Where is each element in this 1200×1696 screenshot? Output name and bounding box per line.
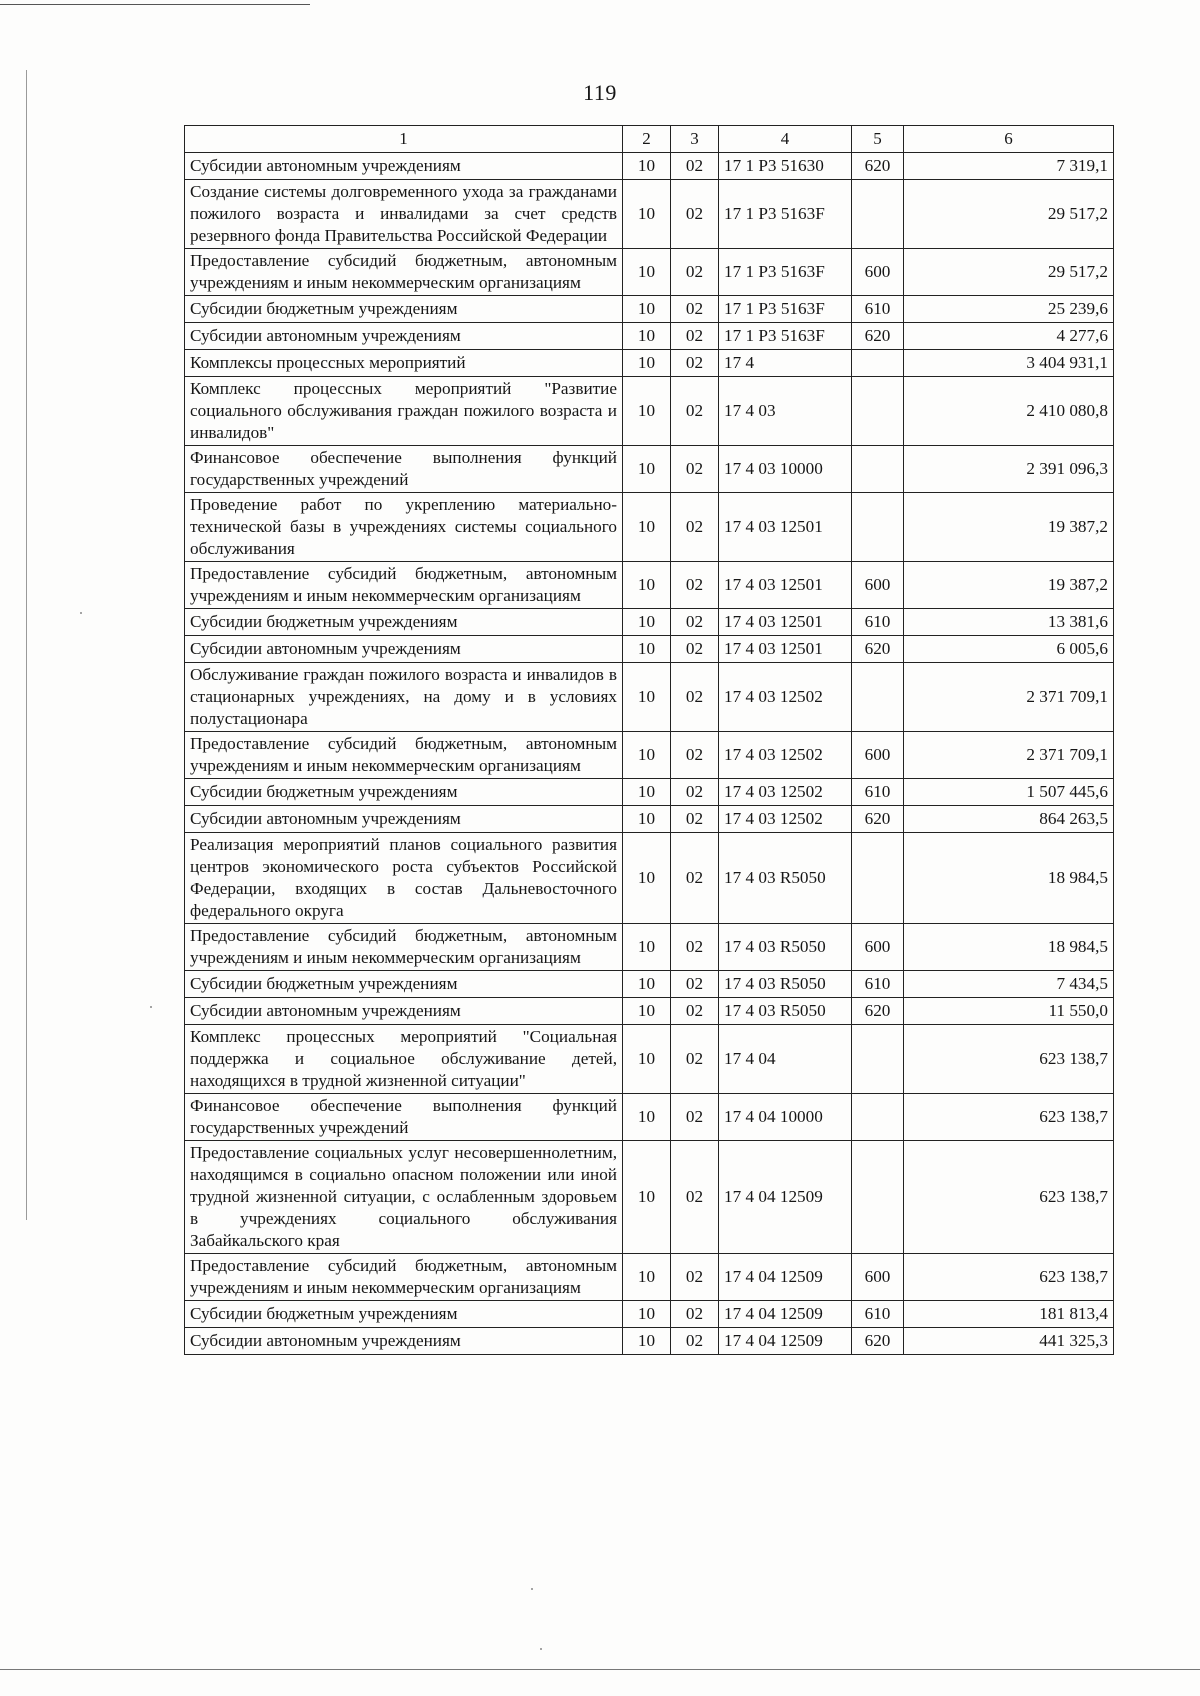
budget-table-body [185, 126, 1114, 1355]
target-article-code: 17 4 03 12501 [719, 636, 852, 663]
table-row [185, 636, 1114, 663]
subsection-code: 02 [671, 562, 719, 609]
amount: 864 263,5 [904, 806, 1114, 833]
subsection-code: 02 [671, 636, 719, 663]
table-row [185, 779, 1114, 806]
table-row [185, 732, 1114, 779]
table-row [185, 663, 1114, 732]
amount: 2 371 709,1 [904, 732, 1114, 779]
section-code: 10 [623, 779, 671, 806]
amount: 623 138,7 [904, 1141, 1114, 1254]
section-code: 10 [623, 732, 671, 779]
table-row [185, 493, 1114, 562]
expense-type-code [852, 1141, 904, 1254]
table-row [185, 350, 1114, 377]
amount: 2 371 709,1 [904, 663, 1114, 732]
table-row [185, 806, 1114, 833]
amount: 25 239,6 [904, 296, 1114, 323]
target-article-code: 17 1 Р3 5163F [719, 323, 852, 350]
table-row [185, 833, 1114, 924]
target-article-code: 17 4 03 10000 [719, 446, 852, 493]
expense-type-code [852, 446, 904, 493]
target-article-code: 17 4 03 R5050 [719, 833, 852, 924]
subsection-code: 02 [671, 1025, 719, 1094]
amount: 7 434,5 [904, 971, 1114, 998]
target-article-code: 17 4 04 12509 [719, 1328, 852, 1355]
amount: 1 507 445,6 [904, 779, 1114, 806]
subsection-code: 02 [671, 1254, 719, 1301]
item-name: Субсидии автономным учреждениям [185, 998, 623, 1025]
section-code: 10 [623, 562, 671, 609]
expense-type-code: 610 [852, 971, 904, 998]
scan-speck [540, 1648, 542, 1650]
item-name: Предоставление субсидий бюджетным, автономным учреждениям и иным некоммерческим организациям [185, 249, 623, 296]
section-code: 10 [623, 1301, 671, 1328]
item-name: Субсидии бюджетным учреждениям [185, 609, 623, 636]
amount: 2 410 080,8 [904, 377, 1114, 446]
target-article-code: 17 4 03 12501 [719, 609, 852, 636]
table-row [185, 180, 1114, 249]
table-row [185, 1141, 1114, 1254]
item-name: Субсидии бюджетным учреждениям [185, 971, 623, 998]
table-row [185, 971, 1114, 998]
table-row [185, 924, 1114, 971]
item-name: Предоставление субсидий бюджетным, автономным учреждениям и иным некоммерческим организациям [185, 562, 623, 609]
target-article-code: 17 1 Р3 5163F [719, 296, 852, 323]
amount: 623 138,7 [904, 1094, 1114, 1141]
subsection-code: 02 [671, 732, 719, 779]
item-name: Предоставление субсидий бюджетным, автономным учреждениям и иным некоммерческим организациям [185, 1254, 623, 1301]
target-article-code: 17 4 [719, 350, 852, 377]
expense-type-code: 610 [852, 296, 904, 323]
amount: 2 391 096,3 [904, 446, 1114, 493]
subsection-code: 02 [671, 779, 719, 806]
section-code: 10 [623, 609, 671, 636]
table-row [185, 296, 1114, 323]
amount: 19 387,2 [904, 493, 1114, 562]
item-name: Предоставление социальных услуг несовершеннолетним, находящимся в социально опасном положении или иной трудной жизненной ситуации, с ослабленным здоровьем в учреждениях социального обслуживания Забайкальского края [185, 1141, 623, 1254]
item-name: Субсидии бюджетным учреждениям [185, 1301, 623, 1328]
table-row [185, 1025, 1114, 1094]
section-code: 10 [623, 1094, 671, 1141]
expense-type-code: 600 [852, 249, 904, 296]
scan-edge-bottom [0, 1669, 1200, 1670]
item-name: Обслуживание граждан пожилого возраста и инвалидов в стационарных учреждениях, на дому и в условиях полустационара [185, 663, 623, 732]
section-code: 10 [623, 663, 671, 732]
column-number: 3 [671, 126, 719, 153]
subsection-code: 02 [671, 1094, 719, 1141]
item-name: Комплексы процессных мероприятий [185, 350, 623, 377]
item-name: Субсидии автономным учреждениям [185, 636, 623, 663]
expense-type-code: 620 [852, 153, 904, 180]
section-code: 10 [623, 180, 671, 249]
subsection-code: 02 [671, 998, 719, 1025]
table-row [185, 377, 1114, 446]
subsection-code: 02 [671, 446, 719, 493]
target-article-code: 17 4 03 12502 [719, 806, 852, 833]
expense-type-code: 610 [852, 779, 904, 806]
expense-type-code: 600 [852, 1254, 904, 1301]
section-code: 10 [623, 350, 671, 377]
table-row [185, 249, 1114, 296]
section-code: 10 [623, 249, 671, 296]
item-name: Комплекс процессных мероприятий "Развитие социального обслуживания граждан пожилого возраста и инвалидов" [185, 377, 623, 446]
subsection-code: 02 [671, 971, 719, 998]
expense-type-code [852, 350, 904, 377]
expense-type-code [852, 180, 904, 249]
expense-type-code: 600 [852, 924, 904, 971]
column-number: 6 [904, 126, 1114, 153]
section-code: 10 [623, 971, 671, 998]
amount: 18 984,5 [904, 833, 1114, 924]
item-name: Реализация мероприятий планов социального развития центров экономического роста субъектов Российской Федерации, входящих в состав Дальневосточного федерального округа [185, 833, 623, 924]
item-name: Предоставление субсидий бюджетным, автономным учреждениям и иным некоммерческим организациям [185, 732, 623, 779]
table-row [185, 1094, 1114, 1141]
amount: 623 138,7 [904, 1254, 1114, 1301]
item-name: Субсидии автономным учреждениям [185, 1328, 623, 1355]
target-article-code: 17 1 Р3 51630 [719, 153, 852, 180]
target-article-code: 17 4 04 12509 [719, 1141, 852, 1254]
item-name: Субсидии бюджетным учреждениям [185, 779, 623, 806]
expense-type-code: 610 [852, 1301, 904, 1328]
section-code: 10 [623, 1254, 671, 1301]
section-code: 10 [623, 1025, 671, 1094]
expense-type-code: 600 [852, 562, 904, 609]
target-article-code: 17 4 03 12502 [719, 732, 852, 779]
column-number: 4 [719, 126, 852, 153]
subsection-code: 02 [671, 180, 719, 249]
expense-type-code: 620 [852, 1328, 904, 1355]
subsection-code: 02 [671, 1301, 719, 1328]
expense-type-code: 620 [852, 806, 904, 833]
subsection-code: 02 [671, 1141, 719, 1254]
amount: 13 381,6 [904, 609, 1114, 636]
subsection-code: 02 [671, 249, 719, 296]
amount: 7 319,1 [904, 153, 1114, 180]
column-number: 2 [623, 126, 671, 153]
item-name: Субсидии автономным учреждениям [185, 153, 623, 180]
subsection-code: 02 [671, 323, 719, 350]
expense-type-code: 620 [852, 636, 904, 663]
section-code: 10 [623, 1328, 671, 1355]
column-number: 1 [185, 126, 623, 153]
expense-type-code [852, 663, 904, 732]
scan-edge-top [0, 4, 310, 5]
item-name: Субсидии автономным учреждениям [185, 806, 623, 833]
expense-type-code: 620 [852, 323, 904, 350]
expense-type-code: 600 [852, 732, 904, 779]
table-row [185, 1328, 1114, 1355]
amount: 3 404 931,1 [904, 350, 1114, 377]
subsection-code: 02 [671, 1328, 719, 1355]
table-row [185, 609, 1114, 636]
section-code: 10 [623, 833, 671, 924]
column-number-row [185, 126, 1114, 153]
subsection-code: 02 [671, 924, 719, 971]
subsection-code: 02 [671, 609, 719, 636]
expense-type-code [852, 1025, 904, 1094]
subsection-code: 02 [671, 350, 719, 377]
target-article-code: 17 4 03 12502 [719, 779, 852, 806]
target-article-code: 17 4 03 [719, 377, 852, 446]
subsection-code: 02 [671, 296, 719, 323]
item-name: Финансовое обеспечение выполнения функций государственных учреждений [185, 446, 623, 493]
target-article-code: 17 4 04 12509 [719, 1254, 852, 1301]
amount: 6 005,6 [904, 636, 1114, 663]
table-row [185, 562, 1114, 609]
item-name: Комплекс процессных мероприятий "Социальная поддержка и социальное обслуживание детей, находящихся в трудной жизненной ситуации" [185, 1025, 623, 1094]
item-name: Создание системы долговременного ухода за гражданами пожилого возраста и инвалидами за счет средств резервного фонда Правительства Российской Федерации [185, 180, 623, 249]
amount: 19 387,2 [904, 562, 1114, 609]
subsection-code: 02 [671, 377, 719, 446]
amount: 29 517,2 [904, 249, 1114, 296]
item-name: Проведение работ по укреплению материально-технической базы в учреждениях системы социального обслуживания [185, 493, 623, 562]
item-name: Субсидии автономным учреждениям [185, 323, 623, 350]
expense-type-code: 610 [852, 609, 904, 636]
amount: 29 517,2 [904, 180, 1114, 249]
section-code: 10 [623, 323, 671, 350]
expense-type-code [852, 493, 904, 562]
expense-type-code: 620 [852, 998, 904, 1025]
amount: 11 550,0 [904, 998, 1114, 1025]
subsection-code: 02 [671, 806, 719, 833]
section-code: 10 [623, 924, 671, 971]
table-row [185, 998, 1114, 1025]
amount: 623 138,7 [904, 1025, 1114, 1094]
item-name: Финансовое обеспечение выполнения функций государственных учреждений [185, 1094, 623, 1141]
target-article-code: 17 1 Р3 5163F [719, 249, 852, 296]
expense-type-code [852, 377, 904, 446]
table-row [185, 1301, 1114, 1328]
section-code: 10 [623, 296, 671, 323]
table-row [185, 153, 1114, 180]
target-article-code: 17 4 03 R5050 [719, 924, 852, 971]
section-code: 10 [623, 998, 671, 1025]
scan-edge-left [26, 70, 27, 1220]
amount: 181 813,4 [904, 1301, 1114, 1328]
expense-type-code [852, 1094, 904, 1141]
section-code: 10 [623, 377, 671, 446]
section-code: 10 [623, 153, 671, 180]
amount: 441 325,3 [904, 1328, 1114, 1355]
amount: 18 984,5 [904, 924, 1114, 971]
item-name: Предоставление субсидий бюджетным, автономным учреждениям и иным некоммерческим организациям [185, 924, 623, 971]
target-article-code: 17 4 03 R5050 [719, 998, 852, 1025]
column-number: 5 [852, 126, 904, 153]
section-code: 10 [623, 493, 671, 562]
section-code: 10 [623, 806, 671, 833]
item-name: Субсидии бюджетным учреждениям [185, 296, 623, 323]
section-code: 10 [623, 1141, 671, 1254]
target-article-code: 17 1 Р3 5163F [719, 180, 852, 249]
table-row [185, 446, 1114, 493]
target-article-code: 17 4 04 [719, 1025, 852, 1094]
subsection-code: 02 [671, 833, 719, 924]
section-code: 10 [623, 636, 671, 663]
target-article-code: 17 4 03 12501 [719, 493, 852, 562]
amount: 4 277,6 [904, 323, 1114, 350]
scan-speck [531, 1588, 533, 1590]
page-number: 119 [583, 80, 617, 105]
target-article-code: 17 4 03 12502 [719, 663, 852, 732]
table-row [185, 323, 1114, 350]
target-article-code: 17 4 04 12509 [719, 1301, 852, 1328]
table-row [185, 1254, 1114, 1301]
subsection-code: 02 [671, 153, 719, 180]
target-article-code: 17 4 04 10000 [719, 1094, 852, 1141]
expense-type-code [852, 833, 904, 924]
target-article-code: 17 4 03 R5050 [719, 971, 852, 998]
subsection-code: 02 [671, 663, 719, 732]
subsection-code: 02 [671, 493, 719, 562]
scan-speck [150, 1006, 152, 1008]
budget-table [184, 125, 1114, 1355]
target-article-code: 17 4 03 12501 [719, 562, 852, 609]
section-code: 10 [623, 446, 671, 493]
scan-speck [80, 612, 82, 614]
